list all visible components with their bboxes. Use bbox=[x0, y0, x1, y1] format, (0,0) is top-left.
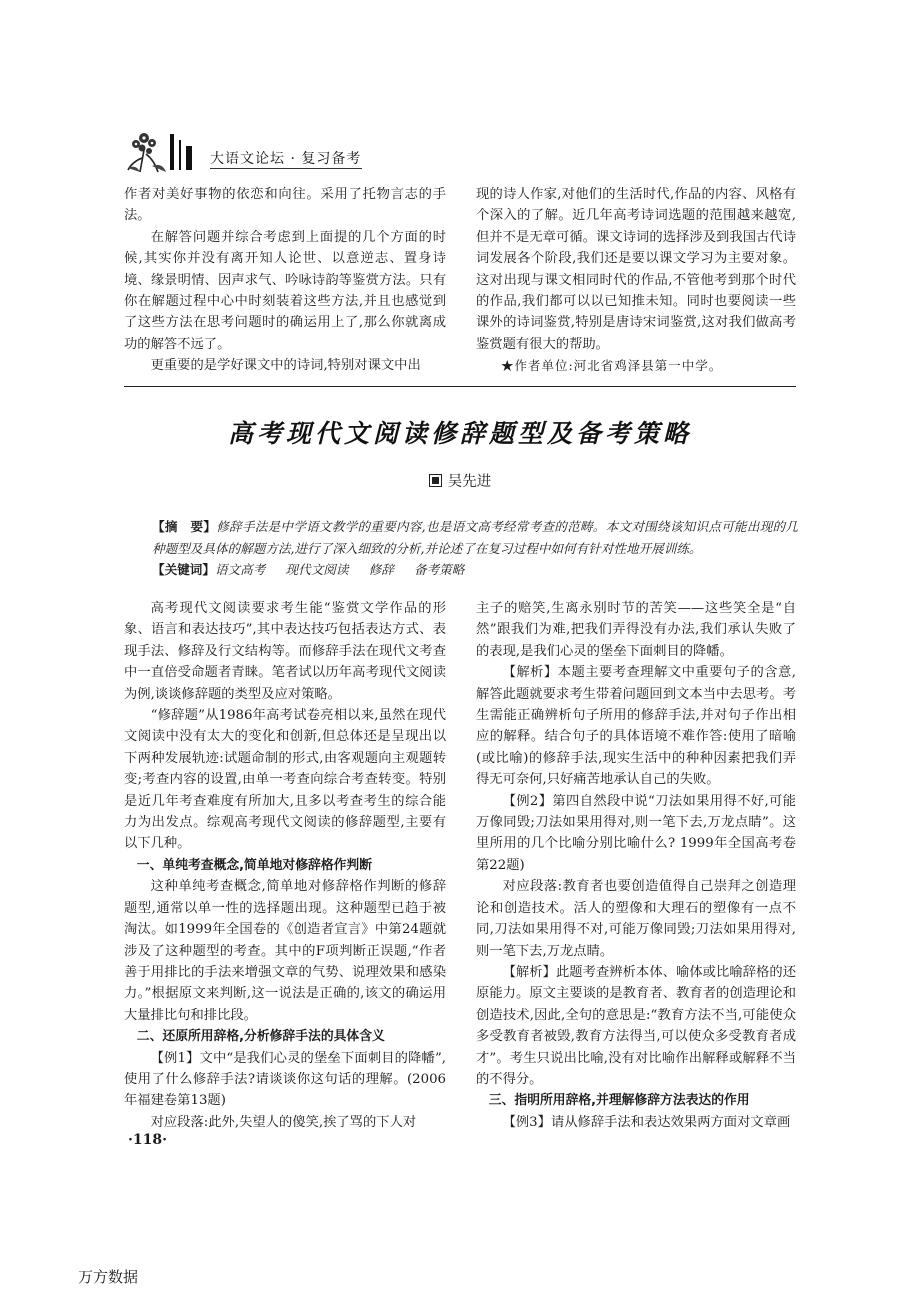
body-right-column bbox=[476, 598, 796, 1133]
body-left-column bbox=[124, 598, 446, 1133]
square-icon bbox=[429, 474, 442, 487]
page-number: ·118· bbox=[128, 1132, 167, 1148]
header-title: 大语文论坛 · 复习备考 bbox=[210, 151, 362, 167]
paragraph: “修辞题”从1986年高考试卷亮相以来,虽然在现代文阅读中没有太大的变化和创新,但总体还是呈现出以下两种发展轨迹:试题命制的形式,由客观题向主观题转变;考查内容的设置,由单一考查向综合考查转变。特别是近几年考查难度有所加大,且多以考查考生的综合能力为出发点。综观高考现代文阅读的修辞题型,主要有以下几种。 bbox=[124, 708, 446, 852]
abstract-label: 【摘 要】 bbox=[152, 519, 217, 534]
keyword: 现代文阅读 bbox=[285, 562, 349, 577]
paragraph: 高考现代文阅读要求考生能“鉴赏文学作品的形象、语言和表达技巧”,其中表达技巧包括表达方式、表现手法、修辞及行文结构等。而修辞手法在现代文考查中一直倍受命题者青睐。笔者试以历年高考现代文阅读为例,谈谈修辞题的类型及应对策略。 bbox=[124, 601, 446, 702]
abstract bbox=[152, 516, 798, 560]
author-unit: ★作者单位:河北省鸡泽县第一中学。 bbox=[501, 358, 723, 374]
keyword: 备考策略 bbox=[413, 562, 465, 577]
flower-icon bbox=[122, 128, 170, 176]
top-right-column bbox=[476, 184, 796, 377]
paragraph: 更重要的是学好课文中的诗词,特别对课文中出 bbox=[150, 358, 421, 374]
top-left-column bbox=[124, 184, 446, 377]
paragraph: 【例1】文中“是我们心灵的堡垒下面刺目的降幡”,使用了什么修辞手法?请谈谈你这句话的理解。(2006年福建卷第13题) bbox=[124, 1050, 446, 1109]
keyword: 修辞 bbox=[368, 562, 394, 577]
article-author bbox=[124, 470, 796, 491]
paragraph: 对应段落:此外,失望人的傻笑,挨了骂的下人对 bbox=[150, 1114, 417, 1130]
paragraph: 【例3】请从修辞手法和表达效果两方面对文章画 bbox=[502, 1114, 791, 1130]
paragraph: 对应段落:教育者也要创造值得自己崇拜之创造理论和创造技术。活人的塑像和大理石的塑像有一点不同,刀法如果用得不对,可能万像同毁;刀法如果用得对,则一笔下去,万龙点睛。 bbox=[476, 879, 796, 959]
paragraph: 【例2】第四自然段中说“刀法如果用得不好,可能万像同毁;刀法如果用得对,则一笔下去,万龙点睛”。这里所用的几个比喻分别比喻什么? 1999年全国高考卷第22题) bbox=[476, 793, 796, 873]
paragraph: 【解析】此题考查辨析本体、喻体或比喻辞格的还原能力。原文主要谈的是教育者、教育者的创造理论和创造技术,因此,全句的意思是:“教育方法不当,可能使众多受教育者被毁,教育方法得当,可以使众多受教育者成才”。考生只说出比喻,没有对比喻作出解释或解释不当的不得分。 bbox=[476, 964, 796, 1087]
section-heading: 二、还原所用辞格,分析修辞手法的具体含义 bbox=[136, 1029, 385, 1045]
footer-brand: 万方数据 bbox=[78, 1268, 139, 1286]
article-title: 高考现代文阅读修辞题型及备考策略 bbox=[227, 419, 692, 448]
author-name: 吴先进 bbox=[447, 474, 492, 490]
header-bars bbox=[170, 134, 204, 170]
section-heading: 三、指明所用辞格,并理解修辞方法表达的作用 bbox=[488, 1093, 750, 1109]
abstract-text: 修辞手法是中学语文教学的重要内容,也是语文高考经常考查的范畴。本文对围绕该知识点可能出现的几种题型及具体的解题方法,进行了深入细致的分析,并论述了在复习过程中如何有针对性地开展训练。 bbox=[152, 519, 798, 556]
paragraph: 现的诗人作家,对他们的生活时代,作品的内容、风格有个深入的了解。近几年高考诗词选题的范围越来越宽,但并不是无章可循。课文诗词的选择涉及到我国古代诗词发展各个阶段,我们还是要以课文学习为主要对象。这对出现与课文相同时代的作品,不管他考到那个时代的作品,我们都可以以已知推未知。同时也要阅读一些课外的诗词鉴赏,特别是唐诗宋词鉴赏,这对我们做高考鉴赏题有很大的帮助。 bbox=[476, 187, 796, 352]
keywords-label: 【关键词】 bbox=[152, 562, 215, 577]
paragraph: 主子的赔笑,生离永别时节的苦笑——这些笑全是“自然”跟我们为难,把我们弄得没有办法,我们承认失败了的表现,是我们心灵的堡垒下面刺目的降幡。 bbox=[476, 601, 796, 659]
paragraph: 这种单纯考查概念,简单地对修辞格作判断的修辞题型,通常以单一性的选择题出现。这种题型已趋于被淘汰。如1999年全国卷的《创造者宣言》中第24题就涉及了这种题型的考查。其中的F项判断正误题,“作者善于用排比的手法来增强文章的气势、说理效果和感染力。”根据原文来判断,这一说法是正确的,该文的确运用大量排比句和排比段。 bbox=[124, 879, 446, 1023]
keyword: 语文高考 bbox=[214, 562, 266, 577]
paragraph: 在解答问题并综合考虑到上面提的几个方面的时候,其实你并没有离开知人论世、以意逆志、置身诗境、缘景明情、因声求气、吟咏诗韵等鉴赏方法。只有你在解题过程中心中时刻装着这些方法,并且也感觉到了这些方法在思考问题时的确运用上了,那么你就离成功的解答不远了。 bbox=[124, 229, 446, 352]
section-divider bbox=[124, 386, 796, 387]
header-divider bbox=[210, 168, 362, 169]
paragraph: 【解析】本题主要考查理解文中重要句子的含意,解答此题就要求考生带着问题回到文本当中去思考。考生需能正确辨析句子所用的修辞手法,并对句子作出相应的解释。结合句子的具体语境不难作答:使用了暗喻(或比喻)的修辞手法,现实生活中的种种因素把我们弄得无可奈何,只好痛苦地承认自己的失败。 bbox=[476, 665, 796, 788]
section-heading: 一、单纯考查概念,简单地对修辞格作判断 bbox=[136, 857, 373, 873]
paragraph: 作者对美好事物的依恋和向往。采用了托物言志的手法。 bbox=[124, 187, 446, 224]
keywords bbox=[152, 559, 798, 581]
